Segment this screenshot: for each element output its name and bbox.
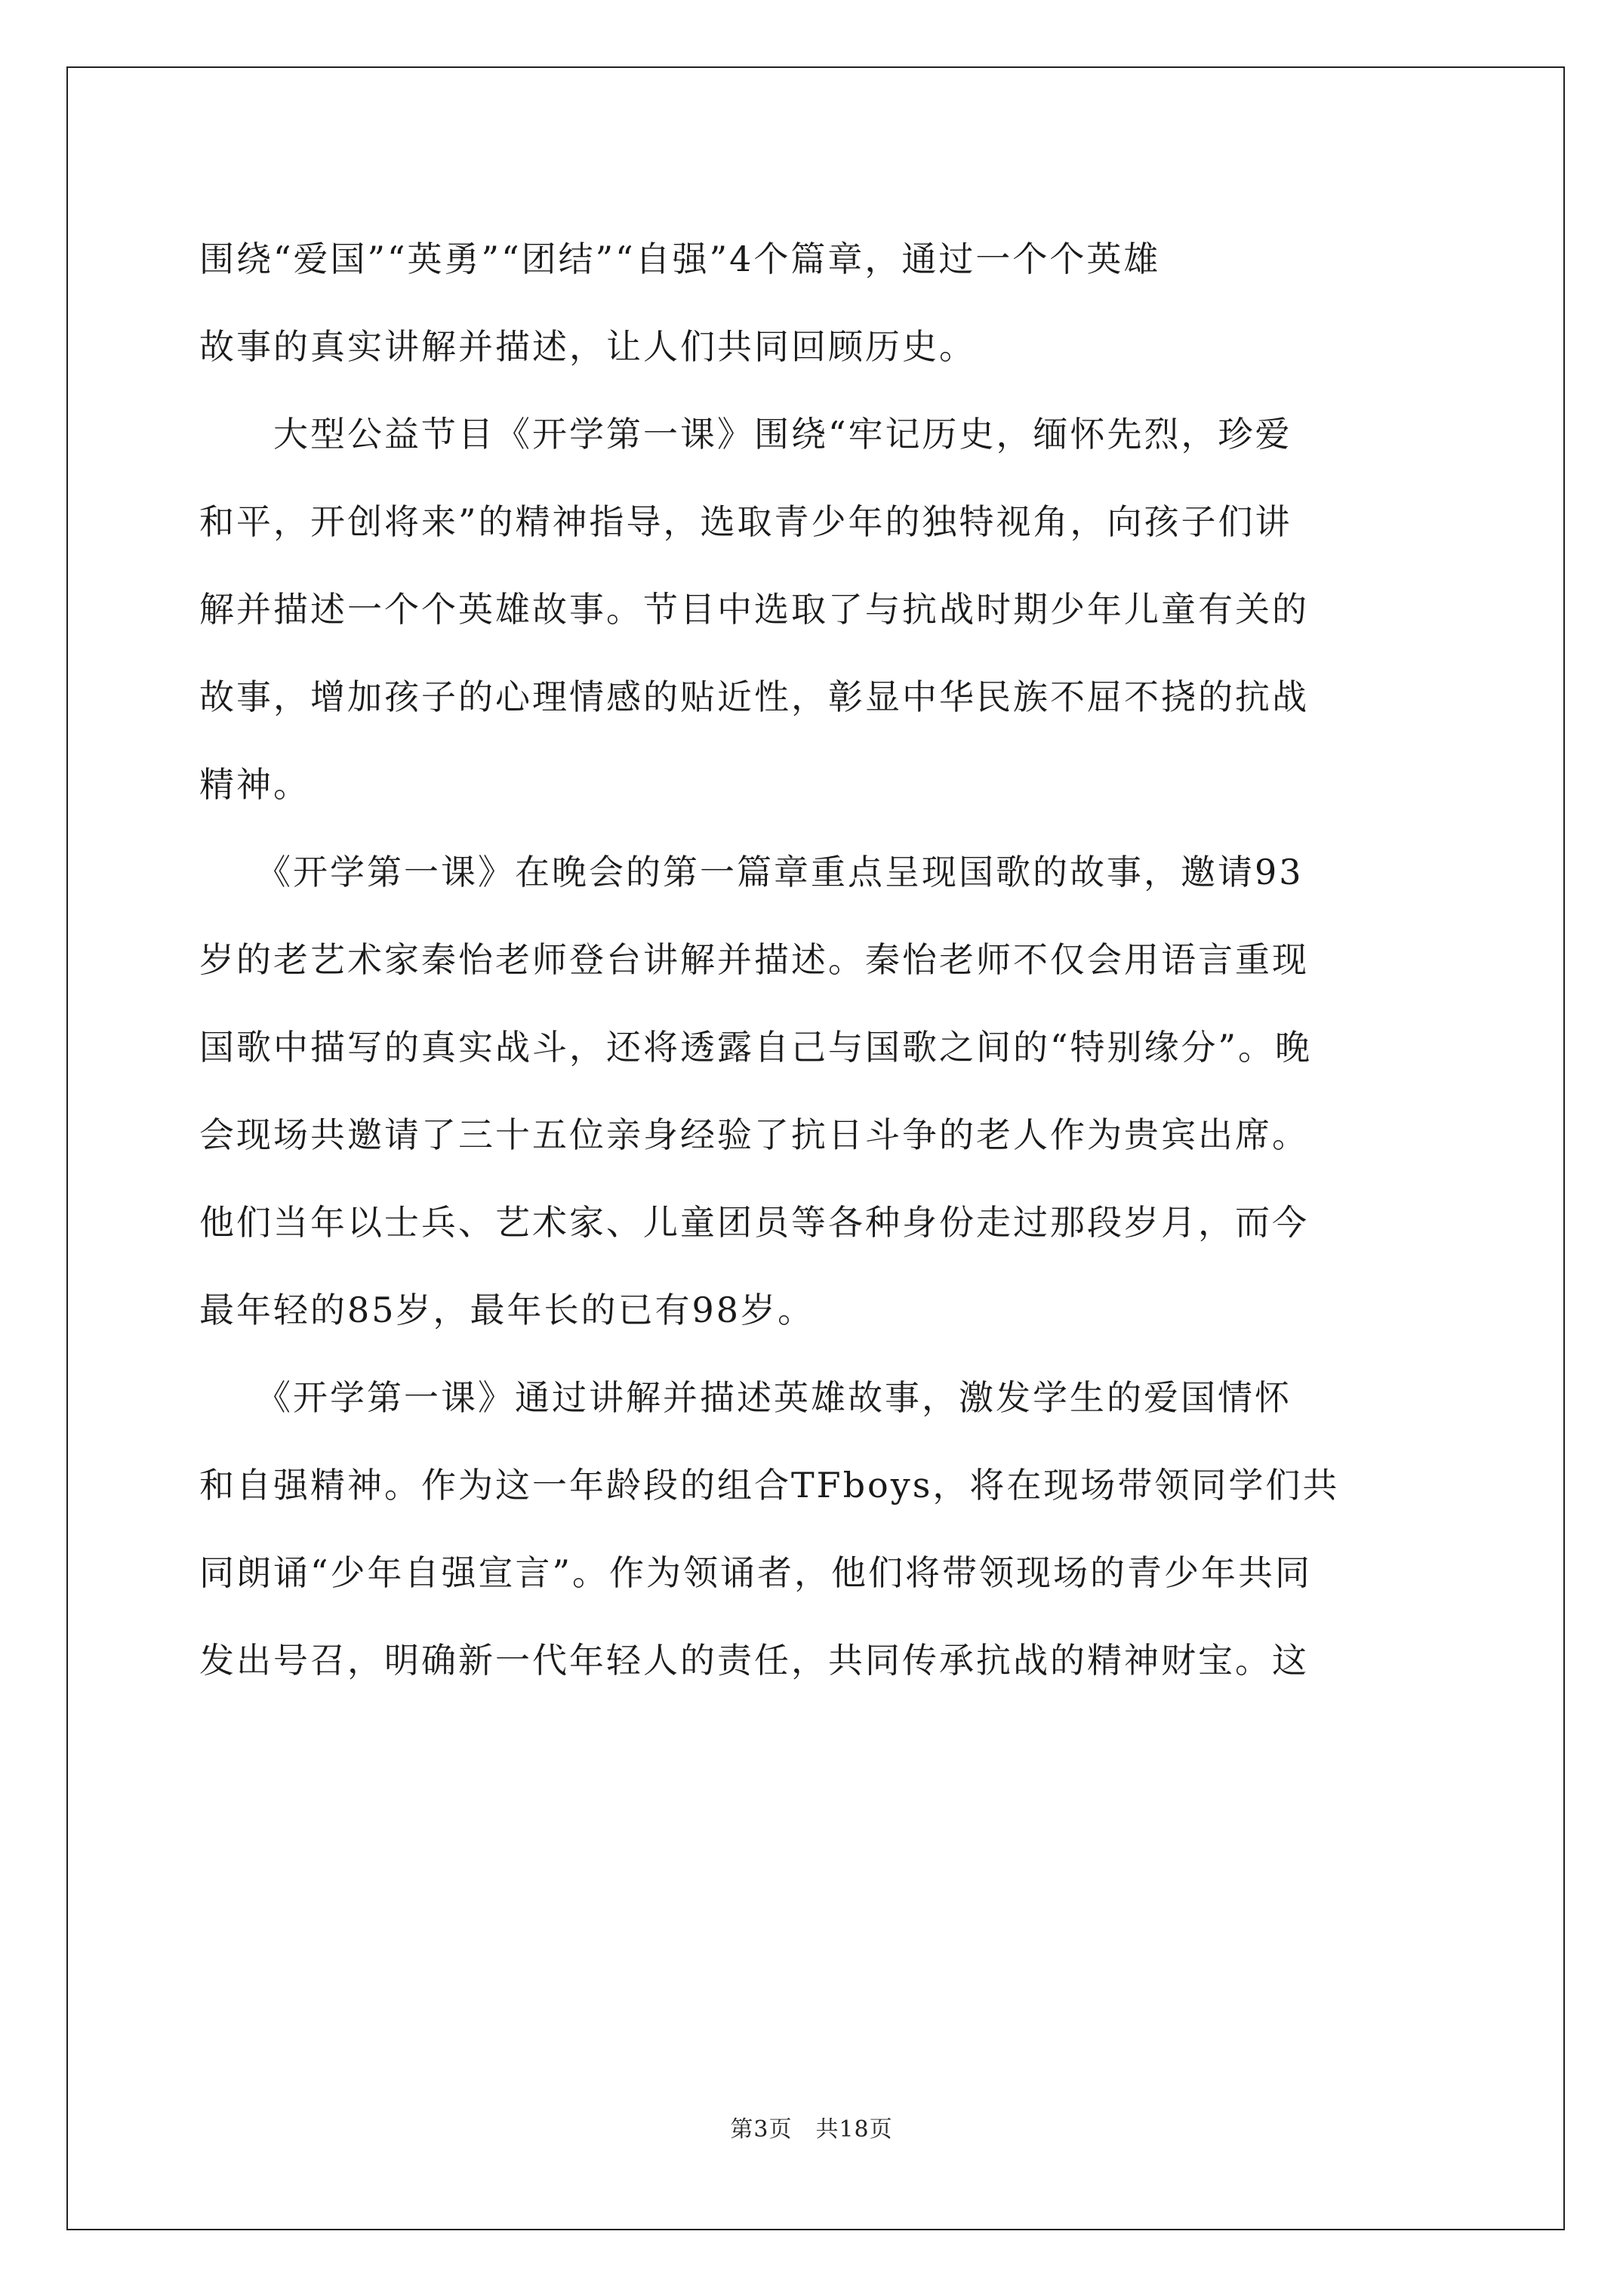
paragraph-1: 围绕“爱国”“英勇”“团结”“自强”4个篇章，通过一个个英雄 故事的真实讲解并描述，让人们共同回顾历史。 (199, 239, 1161, 367)
paragraph-3: 《开学第一课》在晚会的第一篇章重点呈现国歌的故事，邀请93 岁的老艺术家秦怡老师登台讲解并描述。秦怡老师不仅会用语言重现 国歌中描写的真实战斗，还将透露自己与国歌之间的“特别缘分”。晚 会现场共邀请了三十五位亲身经验了抗日斗争的老人作为贵宾出席。 他们当年以士兵、艺术家、儿童团员等各种身份走过那段岁月，而今 最年轻的85岁，最年长的已有98岁。 (199, 852, 1313, 1330)
page-footer: 第3页 共18页 (730, 2116, 893, 2143)
document-body (199, 215, 1424, 1704)
paragraph-2: 大型公益节目《开学第一课》围绕“牢记历史，缅怀先烈，珍爱 和平，开创将来”的精神指导，选取青少年的独特视角，向孩子们讲 解并描述一个个英雄故事。节目中选取了与抗战时期少年儿童有关的 故事，增加孩子的心理情感的贴近性，彰显中华民族不屈不挠的抗战 精神。 (199, 414, 1309, 805)
paragraph-4: 《开学第一课》通过讲解并描述英雄故事，激发学生的爱国情怀 和自强精神。作为这一年龄段的组合TFboys，将在现场带领同学们共 同朗诵“少年自强宣言”。作为领诵者，他们将带领现场的青少年共同 发出号召，明确新一代年轻人的责任，共同传承抗战的精神财宝。这 (199, 1377, 1340, 1681)
